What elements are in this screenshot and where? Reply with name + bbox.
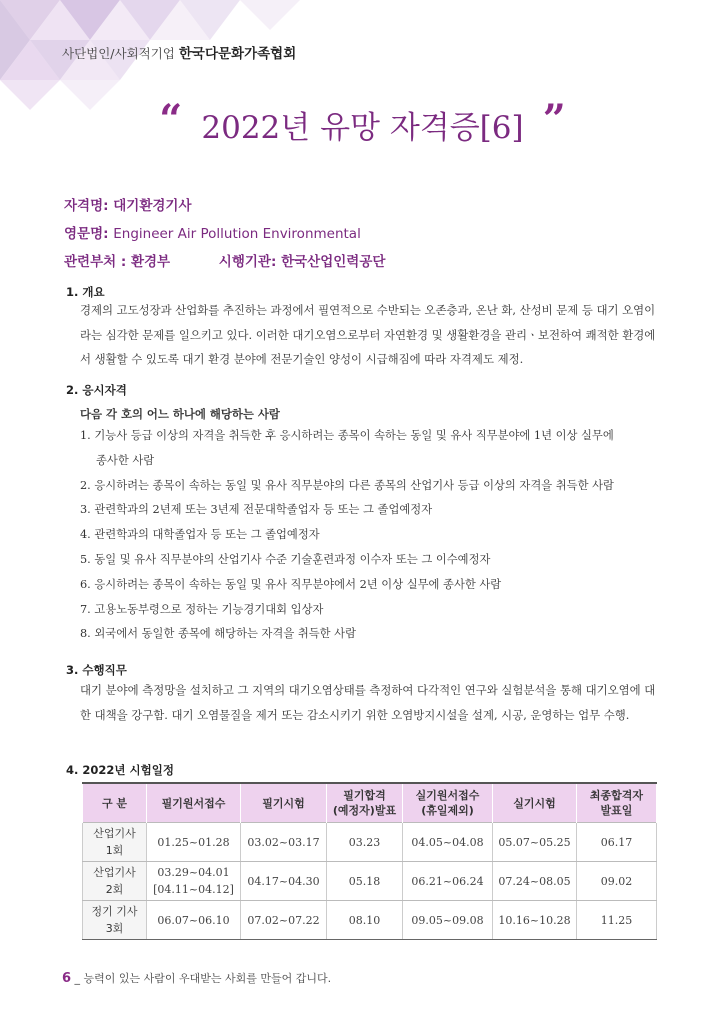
row-header: 정기 기사 3회 bbox=[83, 901, 147, 940]
cert-name-row bbox=[64, 194, 191, 214]
list-item: 6. 응시하려는 종목이 속하는 동일 및 유사 직무분야에서 2년 이상 실무에 종사한 사람 bbox=[80, 577, 502, 591]
table-cell: 03.23 bbox=[327, 823, 403, 862]
page-number: 6 bbox=[62, 971, 72, 986]
section-heading-overview: 1. 개요 bbox=[66, 285, 105, 299]
list-item: 7. 고용노동부령으로 정하는 기능경기대회 입상자 bbox=[80, 602, 324, 616]
english-name-label: 영문명: bbox=[64, 226, 109, 242]
list-item: 8. 외국에서 동일한 종목에 해당하는 자격을 취득한 사람 bbox=[80, 627, 356, 641]
table-cell: 04.05~04.08 bbox=[403, 823, 493, 862]
english-name-value: Engineer Air Pollution Environmental bbox=[113, 226, 361, 242]
table-cell: 06.21~06.24 bbox=[403, 862, 493, 901]
list-item: 4. 관련학과의 대학졸업자 등 또는 그 졸업예정자 bbox=[80, 528, 320, 542]
table-cell: 06.17 bbox=[577, 823, 657, 862]
overview-paragraph: 경제의 고도성장과 산업화를 추진하는 과정에서 필연적으로 수반되는 오존층과, 온난 화, 산성비 문제 등 대기 오염이라는 심각한 문제를 일으키고 있다. 이러한 대기오염으로부터 자연환경 및 생활환경을 관리ㆍ보전하여 쾌적한 환경에서 생활할 수 있도록 대기 환경 분야에 전문기술인 양성이 시급해짐에 따라 자격제도 제정. bbox=[80, 303, 656, 366]
table-row bbox=[83, 823, 657, 862]
row-header: 산업기사 2회 bbox=[83, 862, 147, 901]
org-name: 한국다문화가족협회 bbox=[178, 46, 297, 62]
column-header: 실기시험 bbox=[493, 783, 577, 823]
table-cell: 09.05~09.08 bbox=[403, 901, 493, 940]
table-row bbox=[83, 901, 657, 940]
department-value: 환경부 bbox=[130, 254, 171, 270]
table-cell: 09.02 bbox=[577, 862, 657, 901]
column-header: 필기원서접수 bbox=[147, 783, 241, 823]
column-header: 최종합격자 발표일 bbox=[577, 783, 657, 823]
list-item-text: 1. 기능사 등급 이상의 자격을 취득한 후 응시하려는 종목이 속하는 동일 및 유사 직무분야에 1년 이상 실무에 bbox=[80, 429, 614, 442]
table-cell: 11.25 bbox=[577, 901, 657, 940]
section-heading-duties: 3. 수행직무 bbox=[66, 663, 127, 677]
column-header: 필기합격 (예정자)발표 bbox=[327, 783, 403, 823]
row-header: 산업기사 1회 bbox=[83, 823, 147, 862]
department-row bbox=[64, 250, 385, 270]
footer-separator: _ bbox=[74, 972, 81, 985]
column-header: 구 분 bbox=[83, 783, 147, 823]
agency-value: 한국산업인력공단 bbox=[281, 254, 386, 270]
column-header: 실기원서접수 (휴일제외) bbox=[403, 783, 493, 823]
column-header: 필기시험 bbox=[241, 783, 327, 823]
page-title bbox=[0, 96, 725, 149]
table-header-row bbox=[83, 783, 657, 823]
department-label: 관련부처 : bbox=[64, 254, 127, 270]
table-cell: 03.29~04.01 [04.11~04.12] bbox=[147, 862, 241, 901]
table-row bbox=[83, 862, 657, 901]
organization-header bbox=[62, 42, 296, 62]
footer-slogan: 능력이 있는 사람이 우대받는 사회를 만들어 갑니다. bbox=[83, 972, 332, 985]
exam-schedule-table bbox=[82, 782, 657, 940]
table-cell: 04.17~04.30 bbox=[241, 862, 327, 901]
agency-label: 시행기관: bbox=[218, 254, 277, 270]
eligibility-list bbox=[80, 424, 665, 647]
open-quote-mark: “ bbox=[159, 96, 183, 143]
table-cell: 07.24~08.05 bbox=[493, 862, 577, 901]
section-heading-schedule: 4. 2022년 시험일정 bbox=[66, 763, 174, 777]
list-item: 2. 응시하려는 종목이 속하는 동일 및 유사 직무분야의 다른 종목의 산업기사 등급 이상의 자격을 취득한 사람 bbox=[80, 478, 614, 492]
table-cell: 01.25~01.28 bbox=[147, 823, 241, 862]
table-cell: 03.02~03.17 bbox=[241, 823, 327, 862]
section-heading-eligibility: 2. 응시자격 bbox=[66, 383, 127, 397]
close-quote-mark: ” bbox=[542, 96, 566, 143]
table-cell: 06.07~06.10 bbox=[147, 901, 241, 940]
org-prefix: 사단법인/사회적기업 bbox=[62, 46, 175, 61]
list-item: 5. 동일 및 유사 직무분야의 산업기사 수준 기술훈련과정 이수자 또는 그 이수예정자 bbox=[80, 552, 491, 566]
table-cell: 07.02~07.22 bbox=[241, 901, 327, 940]
english-name-row bbox=[64, 222, 361, 242]
title-text: 2022년 유망 자격증[6] bbox=[201, 110, 524, 146]
cert-name-value: 대기환경기사 bbox=[113, 198, 192, 214]
list-item-continuation: 종사한 사람 bbox=[96, 453, 155, 467]
duties-paragraph: 대기 분야에 측정망을 설치하고 그 지역의 대기오염상태를 측정하여 다각적인 연구와 실험분석을 통해 대기오염에 대한 대책을 강구함. 대기 오염물질을 제거 또는 감소시키기 위한 오염방지시설을 설계, 시공, 운영하는 업무 수행. bbox=[80, 683, 656, 722]
page-footer bbox=[62, 970, 331, 986]
table-cell: 10.16~10.28 bbox=[493, 901, 577, 940]
table-cell: 08.10 bbox=[327, 901, 403, 940]
table-cell: 05.07~05.25 bbox=[493, 823, 577, 862]
list-item bbox=[80, 424, 665, 474]
eligibility-subheading: 다음 각 호의 어느 하나에 해당하는 사람 bbox=[80, 407, 280, 421]
list-item: 3. 관련학과의 2년제 또는 3년제 전문대학졸업자 등 또는 그 졸업예정자 bbox=[80, 503, 433, 517]
cert-name-label: 자격명: bbox=[64, 198, 109, 214]
table-cell: 05.18 bbox=[327, 862, 403, 901]
